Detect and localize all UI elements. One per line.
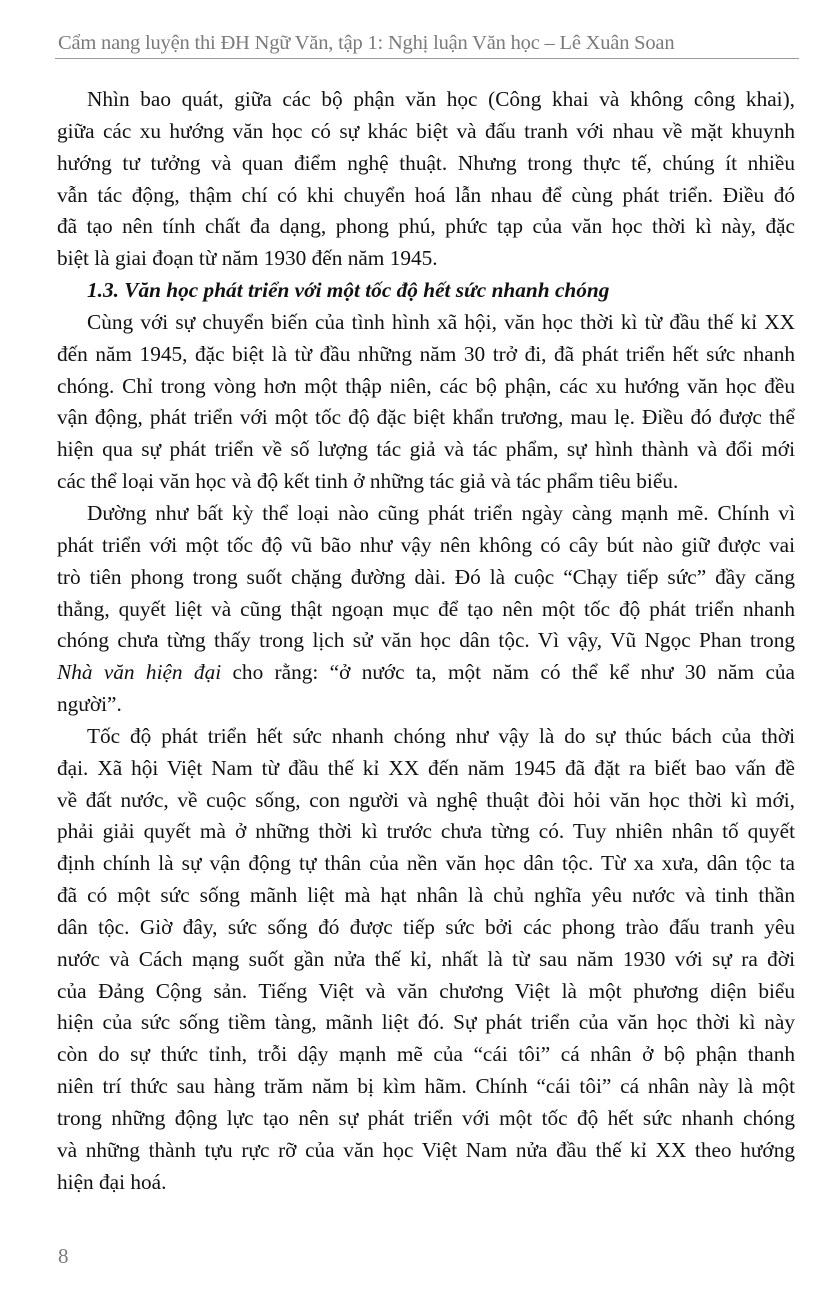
paragraph — [57, 307, 795, 498]
text-line: Tốc độ phát triển hết sức nhanh chóng như vậy là do sự thúc bách của thời — [87, 723, 795, 748]
text-line: người”. — [57, 692, 122, 717]
text-line: chóng. Chỉ trong vòng hơn một thập niên, các bộ phận, các xu hướng văn học đều — [57, 373, 795, 398]
text-line: phải giải quyết mà ở những thời kì trước chưa từng có. Tuy nhiên nhân tố quyết — [57, 819, 795, 844]
text-line: đã tạo nên tính chất đa dạng, phong phú, phức tạp của văn học thời kì này, đặc — [57, 214, 795, 239]
text-line: phát triển với một tốc độ vũ bão như vậy nên không có cây bút nào giữ được vai — [57, 532, 795, 557]
text-line: của Đảng Cộng sản. Tiếng Việt và văn chương Việt là một phương diện biểu — [57, 978, 795, 1003]
text-line: giữa các xu hướng văn học có sự khác biệt và đấu tranh với nhau về mặt khuynh — [57, 118, 795, 143]
text-line: các thể loại văn học và độ kết tinh ở những tác giả và tác phẩm tiêu biểu. — [57, 469, 679, 494]
text-line: hiện qua sự phát triển về số lượng tác giả và tác phẩm, sự hình thành và đổi mới — [57, 437, 795, 462]
text-line: niên trí thức sau hàng trăm năm bị kìm hãm. Chính “cái tôi” cá nhân này là một — [57, 1074, 795, 1099]
text-line: hướng tư tưởng và quan điểm nghệ thuật. Nhưng trong thực tế, chúng ít nhiều — [57, 150, 795, 175]
header-divider — [55, 58, 799, 59]
text-line: nước và Cách mạng suốt gần nửa thế kỉ, nhất là từ sau năm 1930 với sự ra đời — [57, 946, 795, 971]
text-line: chóng chưa từng thấy trong lịch sử văn học dân tộc. Vì vậy, Vũ Ngọc Phan trong — [57, 628, 795, 653]
running-header: Cẩm nang luyện thi ĐH Ngữ Văn, tập 1: Nghị luận Văn học – Lê Xuân Soan — [58, 32, 675, 54]
paragraph — [57, 84, 795, 275]
page-body — [57, 84, 795, 1199]
text-line: Cùng với sự chuyển biến của tình hình xã hội, văn học thời kì từ đầu thế kỉ XX — [87, 309, 795, 334]
text-line: về đất nước, về cuộc sống, con người và nghệ thuật đòi hỏi văn học thời kì mới, — [57, 787, 795, 812]
text-line: định chính là sự vận động tự thân của nền văn học dân tộc. Từ xa xưa, dân tộc ta — [57, 851, 795, 876]
text-segment: cho rằng: “ở nước ta, một năm có thể kể như 30 năm của — [221, 660, 795, 685]
page-number: 8 — [58, 1244, 69, 1268]
text-line: còn do sự thức tỉnh, trỗi dậy mạnh mẽ của “cái tôi” cá nhân ở bộ phận thanh — [57, 1042, 795, 1067]
section-heading: 1.3. Văn học phát triển với một tốc độ hết sức nhanh chóng — [87, 278, 610, 303]
text-line: Nhìn bao quát, giữa các bộ phận văn học (Công khai và không công khai), — [87, 87, 795, 111]
text-line: trong những động lực tạo nên sự phát triển với một tốc độ hết sức nhanh chóng — [57, 1106, 795, 1130]
text-line: đã có một sức sống mãnh liệt mà hạt nhân là chủ nghĩa yêu nước và tinh thần — [57, 883, 795, 908]
text-line: vẫn tác động, thậm chí có khi chuyển hoá lẫn nhau để cùng phát triển. Điều đó — [57, 182, 795, 207]
text-line: vận động, phát triển với một tốc độ đặc biệt khẩn trương, mau lẹ. Điều đó được thể — [57, 405, 795, 430]
text-line: hiện đại hoá. — [57, 1169, 167, 1194]
text-line: và những thành tựu rực rỡ của văn học Việt Nam nửa đầu thế kỉ XX theo hướng — [57, 1137, 795, 1162]
text-line: trò tiên phong trong suốt chặng đường dài. Đó là cuộc “Chạy tiếp sức” đầy căng — [57, 564, 795, 589]
paragraph — [57, 721, 795, 1199]
text-line: đại. Xã hội Việt Nam từ đầu thế kỉ XX đến năm 1945 đã đặt ra biết bao vấn đề — [57, 755, 795, 780]
text-line: đến năm 1945, đặc biệt là từ đầu những năm 30 trở đi, đã phát triển hết sức nhanh — [57, 341, 795, 366]
text-line: thẳng, quyết liệt và cũng thật ngoạn mục để tạo nên một tốc độ phát triển nhanh — [57, 596, 795, 621]
book-title: Nhà văn hiện đại — [57, 660, 222, 685]
text-line: biệt là giai đoạn từ năm 1930 đến năm 1945. — [57, 246, 438, 271]
paragraph — [57, 498, 795, 721]
text-line: hiện của sức sống tiềm tàng, mãnh liệt đó. Sự phát triển của văn học thời kì này — [57, 1010, 795, 1035]
text-line: dân tộc. Giờ đây, sức sống đó được tiếp sức bởi các phong trào đấu tranh yêu — [57, 914, 795, 939]
text-line — [57, 657, 795, 689]
text-line: Dường như bất kỳ thể loại nào cũng phát triển ngày càng mạnh mẽ. Chính vì — [87, 500, 795, 525]
